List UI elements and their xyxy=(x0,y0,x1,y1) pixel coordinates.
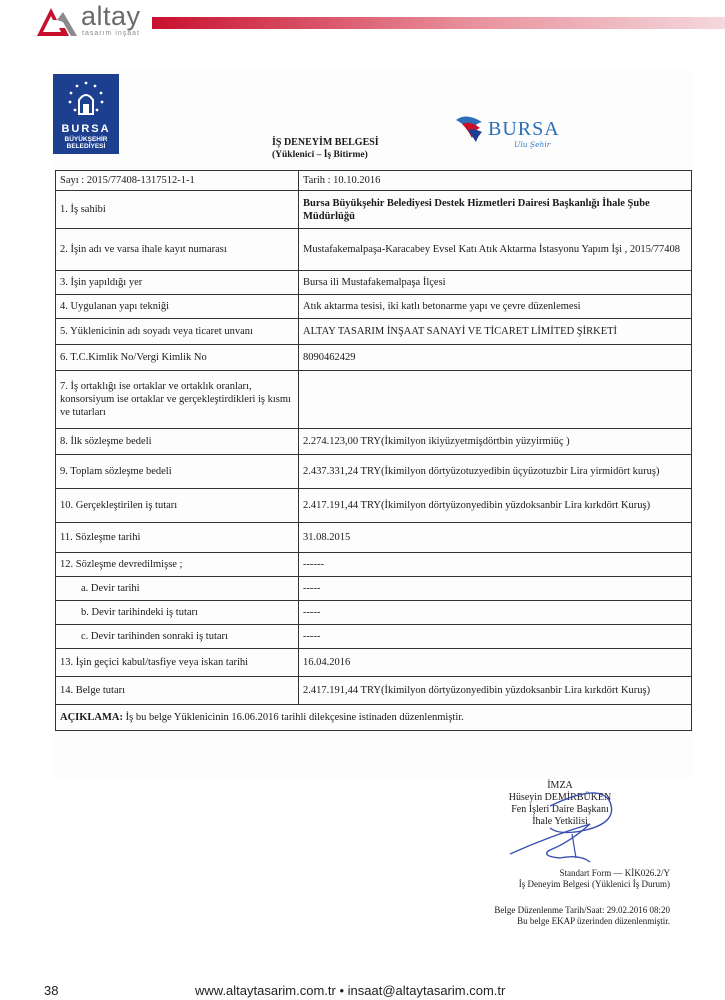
table-row xyxy=(56,523,692,553)
altay-mountain-icon xyxy=(35,4,79,38)
row-label: b. Devir tarihindeki iş tutarı xyxy=(56,601,299,625)
row-label: 2. İşin adı ve varsa ihale kayıt numarası xyxy=(56,229,299,271)
row-label: 9. Toplam sözleşme bedeli xyxy=(56,455,299,489)
bursa-slogan: Ulu Şehir xyxy=(514,140,551,149)
row-value: ALTAY TASARIM İNŞAAT SANAYİ VE TİCARET LİMİTED ŞİRKETİ xyxy=(299,319,692,345)
table-row xyxy=(56,271,692,295)
signatory-title: Fen İşleri Daire Başkanı xyxy=(511,804,609,815)
table-row xyxy=(56,577,692,601)
issue-datetime: Belge Düzenlenme Tarih/Saat: 29.02.2016 08:20 xyxy=(494,905,670,915)
logo-line-1: BURSA xyxy=(61,123,111,135)
table-row xyxy=(56,489,692,523)
explanation-label: AÇIKLAMA: xyxy=(60,712,123,723)
bursa-wordmark: BURSA xyxy=(488,118,560,140)
table-row xyxy=(56,553,692,577)
row-value: ----- xyxy=(299,577,692,601)
row-value: 16.04.2016 xyxy=(299,649,692,677)
signature-heading: İMZA xyxy=(547,780,573,791)
logo-line-2-3: BÜYÜKŞEHİR BELEDİYESİ xyxy=(64,136,108,150)
issue-info xyxy=(430,905,670,927)
row-value: ------ xyxy=(299,553,692,577)
form-name: İş Deneyim Belgesi (Yüklenici İş Durum) xyxy=(518,879,670,889)
row-value: 2.437.331,24 TRY(İkimilyon dörtyüzotuzyedibin üçyüzotuzbir Lira yirmidört kuruş) xyxy=(299,455,692,489)
row-value: Atık aktarma tesisi, iki katlı betonarme yapı ve çevre düzenlemesi xyxy=(299,295,692,319)
row-value: 8090462429 xyxy=(299,345,692,371)
row-label: 7. İş ortaklığı ise ortaklar ve ortaklık oranları, konsorsiyum ise ortaklar ve gerçekleştirdikleri iş kısmı ve tutarları xyxy=(56,371,299,429)
row-value: Bursa Büyükşehir Belediyesi Destek Hizmetleri Dairesi Başkanlığı İhale Şube Müdürlüğü xyxy=(299,191,692,229)
signature-block xyxy=(440,780,680,828)
row-label: 3. İşin yapıldığı yer xyxy=(56,271,299,295)
row-label: 10. Gerçekleştirilen iş tutarı xyxy=(56,489,299,523)
row-label: 14. Belge tutarı xyxy=(56,677,299,705)
header-accent-bar xyxy=(152,17,725,29)
row-value xyxy=(299,371,692,429)
row-label: 11. Sözleşme tarihi xyxy=(56,523,299,553)
row-value: ----- xyxy=(299,625,692,649)
row-label: 6. T.C.Kimlik No/Vergi Kimlik No xyxy=(56,345,299,371)
table-row xyxy=(56,229,692,271)
signatory-role: İhale Yetkilisi xyxy=(532,816,588,827)
brand-subtitle: tasarım inşaat xyxy=(82,30,140,37)
bursa-city-logo xyxy=(452,110,582,155)
table-row xyxy=(56,677,692,705)
table-row xyxy=(56,319,692,345)
row-label: 5. Yüklenicinin adı soyadı veya ticaret unvanı xyxy=(56,319,299,345)
page-number: 38 xyxy=(44,983,59,998)
table-row xyxy=(56,191,692,229)
standard-form-info xyxy=(470,868,670,890)
document-title: İŞ DENEYİM BELGESİ xyxy=(272,137,379,148)
row-value: Bursa ili Mustafakemalpaşa İlçesi xyxy=(299,271,692,295)
row-label: c. Devir tarihinden sonraki iş tutarı xyxy=(56,625,299,649)
document-subtitle: (Yüklenici – İş Bitirme) xyxy=(272,150,368,160)
row-label: 8. İlk sözleşme bedeli xyxy=(56,429,299,455)
row-value: ----- xyxy=(299,601,692,625)
table-row xyxy=(56,601,692,625)
row-value: 31.08.2015 xyxy=(299,523,692,553)
explanation-text: İş bu belge Yüklenicinin 16.06.2016 tarihli dilekçesine istinaden düzenlenmiştir. xyxy=(123,712,464,723)
row-label: 4. Uygulanan yapı tekniği xyxy=(56,295,299,319)
row-value: Mustafakemalpaşa-Karacabey Evsel Katı Atık Aktarma İstasyonu Yapım İşi , 2015/77408 xyxy=(299,229,692,271)
row-value: 2.417.191,44 TRY(İkimilyon dörtyüzonyedibin yüzdoksanbir Lira kırkdört Kuruş) xyxy=(299,489,692,523)
ekap-note: Bu belge EKAP üzerinden düzenlenmiştir. xyxy=(517,916,670,926)
table-row xyxy=(56,705,692,731)
signatory-name: Hüseyin DEMİRBÜKEN xyxy=(508,792,612,803)
experience-certificate-table xyxy=(55,170,692,731)
row-label: a. Devir tarihi xyxy=(56,577,299,601)
table-row xyxy=(56,171,692,191)
document-date: Tarih : 10.10.2016 xyxy=(299,171,692,191)
row-value: 2.417.191,44 TRY(İkimilyon dörtyüzonyedibin yüzdoksanbir Lira kırkdört Kuruş) xyxy=(299,677,692,705)
table-row xyxy=(56,345,692,371)
row-value: 2.274.123,00 TRY(İkimilyon ikiyüzyetmişdörtbin yüzyirmiüç ) xyxy=(299,429,692,455)
page-header xyxy=(0,0,725,40)
row-label: 12. Sözleşme devredilmişse ; xyxy=(56,553,299,577)
table-row xyxy=(56,371,692,429)
tulip-icon xyxy=(452,110,492,146)
municipality-emblem-icon xyxy=(66,80,106,120)
bursa-municipality-logo xyxy=(53,74,119,154)
document-number: Sayı : 2015/77408-1317512-1-1 xyxy=(56,171,299,191)
explanation-row xyxy=(56,705,692,731)
table-row xyxy=(56,429,692,455)
table-row xyxy=(56,649,692,677)
table-row xyxy=(56,295,692,319)
brand-name: altay xyxy=(81,1,141,31)
row-label: 13. İşin geçici kabul/tasfiye veya iskan tarihi xyxy=(56,649,299,677)
table-row xyxy=(56,455,692,489)
contact-info: www.altaytasarim.com.tr • insaat@altaytasarim.com.tr xyxy=(195,983,506,998)
row-label: 1. İş sahibi xyxy=(56,191,299,229)
table-row xyxy=(56,625,692,649)
form-code: Standart Form — KİK026.2/Y xyxy=(559,868,670,878)
handwritten-signature xyxy=(490,784,630,864)
